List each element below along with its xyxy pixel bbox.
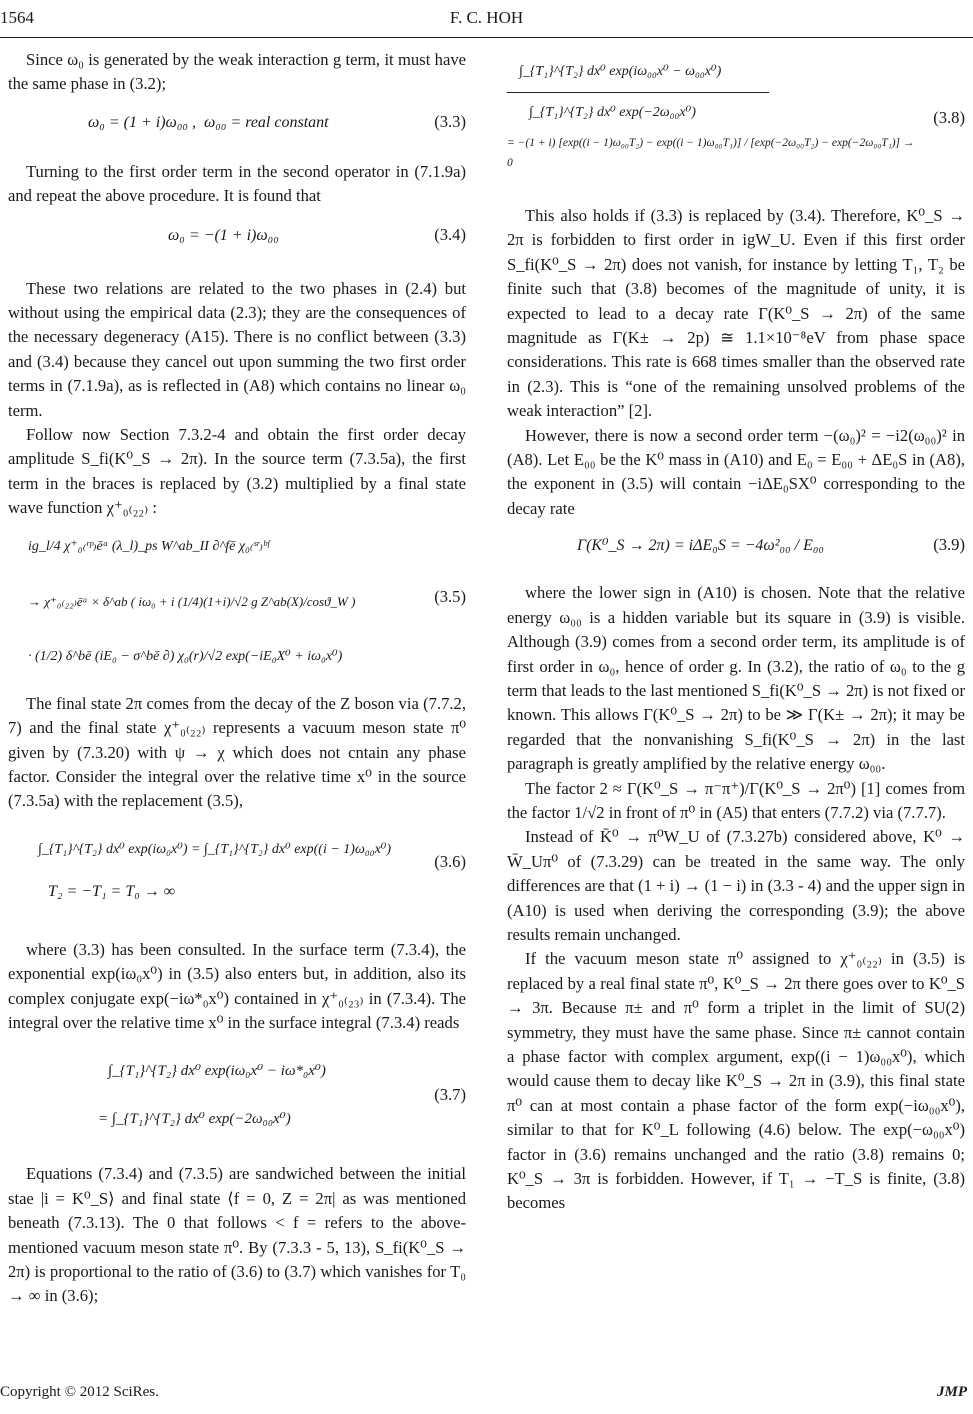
copyright: Copyright © 2012 SciRes.: [0, 1384, 159, 1400]
page-header: [0, 4, 973, 36]
paragraph: The factor 2 ≈ Γ(K⁰_S → π⁻π⁺)/Γ(K⁰_S → 2π⁰) [1] comes from the factor 1/√2 in front of π⁰ in (A5) that enters (7.7.2) via (7.7.7).: [507, 778, 965, 822]
equation-3-4: ω₀ = −(1 + i)ω₀₀ (3.4): [168, 224, 466, 244]
paragraph: This also holds if (3.3) is replaced by (3.4). Therefore, K⁰_S → 2π is forbidden to first order in igW_U. Even if this first order S_fi(K⁰_S → 2π) does not vanish, for instance by letting T₁, T₂ be finite such that (3.8) becomes of the magnitude of unity, it is expected to lead to a decay rate Γ(K⁰_S → 2π) of the same magnitude as Γ(K± → 2p) ≅ 1.1×10⁻⁸eV from phase space considerations. This rate is 668 times smaller than the observed rate in (2.3). This is “one of the remaining unsolved problems of the weak interaction” [2].: [507, 206, 965, 421]
equation-3-3: ω₀ = (1 + i)ω₀₀ , ω₀₀ = real constant (3.3): [88, 111, 466, 131]
equation-3-6: ∫_{T₁}^{T₂} dx⁰ exp(iω₀x⁰) = ∫_{T₁}^{T₂} dx⁰ exp((i − 1)ω₀₀x⁰) T₂ = −T₁ = T₀ → ∞ (3.6): [38, 841, 466, 900]
paragraph: where (3.3) has been consulted. In the surface term (7.3.4), the exponential exp(iω₀x⁰) in (3.5) also enters but, in addition, also its complex conjugate exp(−iω*₀x⁰) contained in χ⁺₀₍₂₃₎ in (7.3.4). The integral over the relative time x⁰ in the surface integral (7.3.4) reads: [8, 939, 466, 1032]
header-rule: [0, 37, 973, 38]
equation-3-5: ig_l/4 χ⁺₀₍ʳᵖ₎ēᵃ (λ_l)_ps W^ab_II ∂^fē χ₀₍ˢʳ₎ᵇᶠ → χ⁺₀₍₂₂₎ēᵃ × δ^ab ( iω₀ + i (1/4)(1+i)/√2 g Z^ab(X)/cosϑ_W ) · (1/2) δ^bē (iE₀ − σ^bē ∂) χ₀(r)/√2 exp(−iE₀X⁰ + iω₀x⁰) (3.5): [28, 538, 466, 664]
paragraph: Instead of K̄⁰ → π⁰W_U of (7.3.27b) considered above, K⁰ → W̄_Uπ⁰ of (7.3.29) can be treated in the same way. The only differences are that (1 + i) → (1 − i) in (3.3 - 4) and the upper sign in (A10) is used when deriving the corresponding (3.9); the above results remain unchanged.: [507, 827, 965, 944]
equation-3-7: ∫_{T₁}^{T₂} dx⁰ exp(iω₀x⁰ − iω*₀x⁰) = ∫_{T₁}^{T₂} dx⁰ exp(−2ω₀₀x⁰) (3.7): [98, 1063, 466, 1128]
paragraph: The final state 2π comes from the decay of the Z boson via (7.7.2, 7) and the final state χ⁺₀₍₂₂₎ represents a vacuum meson state π⁰ given by (7.3.20) with ψ → χ which does not cntain any phase factor. Consider the integral over the relative time x⁰ in the source (7.3.5a) with the replacement (3.5),: [8, 693, 466, 811]
paragraph: where the lower sign in (A10) is chosen. Note that the relative energy ω₀₀ is a hidden variable but its square in (3.9) is visible. Although (3.9) comes from a second order term, its amplitude is of first order in ω₀, hence of order g. In (3.2), the ratio of ω₀ to the g term that leads to the last mentioned S_fi(K⁰_S → 2π) is not fixed or known. This allows Γ(K⁰_S → 2π) to be ≫ Γ(K± → 2π); it may be regarded that the nonvanishing S_fi(K⁰_S → 2π) in the last paragraph is greatly amplified by the relative energy ω₀₀.: [507, 583, 965, 774]
left-column: [8, 48, 466, 1309]
equation-3-9: Γ(K⁰_S → 2π) = iΔE₀S = −4ω²₀₀ / E₀₀ (3.9): [577, 535, 965, 555]
paragraph: However, there is now a second order term −(ω₀)² = −i2(ω₀₀)² in (A8). Let E₀₀ be the K⁰ mass in (A10) and E₀ = E₀₀ + ΔE₀S in (A8), the exponent in (3.5) will contain −iΔE₀SX⁰ corresponding to the decay rate: [507, 425, 965, 518]
journal-abbrev: JMP: [937, 1384, 967, 1400]
page-number: 1564: [0, 8, 34, 27]
paragraph: Equations (7.3.4) and (7.3.5) are sandwiched between the initial stae |i = K⁰_S⟩ and final state ⟨f = 0, Z = 2π| as was mentioned beneath (7.3.13). The 0 that follows < f = refers to the above-mentioned vacuum meson state π⁰. By (7.3.3 - 5, 13), S_fi(K⁰_S → 2π) is proportional to the ratio of (3.6) to (3.7) which vanishes for T₀ → ∞ in (3.6);: [8, 1164, 466, 1306]
paragraph: Since ω₀ is generated by the weak interaction g term, it must have the same phase in (3.2);: [8, 50, 466, 94]
paragraph: If the vacuum meson state π⁰ assigned to χ⁺₀₍₂₂₎ in (3.5) is replaced by a real final state π⁰, K⁰_S → 2π there goes over to K⁰_S → 3π. Because π± and π⁰ form a triplet in the limit of SU(2) symmetry, they must have the same phase. Since π± cannot contain a phase factor with complex argument, exp((i − 1)ω₀₀x⁰), which would cause them to decay like K⁰_S → 2π in (3.9), this final state π⁰ can at most contain a phase factor of the form exp(−iω₀₀x⁰), similar to that for K⁰_L following (4.6) below. The exp(−ω₀₀x⁰) factor in (3.6) remains unchanged and the ratio (3.8) remains 0; K⁰_S → 3π is forbidden. However, if T₁ → −T_S is finite, (3.8) becomes: [507, 949, 965, 1213]
equation-3-8: ∫_{T₁}^{T₂} dx⁰ exp(iω₀₀x⁰ − ω₀₀x⁰) ∫_{T₁}^{T₂} dx⁰ exp(−2ω₀₀x⁰) = −(1 + i) [exp((i − 1)ω₀₀T₂) − exp((i − 1)ω₀₀T₁)] / [exp(−2ω₀₀T₂) − exp(−2ω₀₀T₁)] → 0 (3.8): [507, 64, 965, 169]
paragraph: These two relations are related to the two phases in (2.4) but without using the empirical data (2.3); they are the consequences of the necessary degeneracy (A15). There is no conflict between (3.3) and (3.4) because they cancel out upon summing the two first order terms in (7.1.9a), as is reflected in (A8) which contains no linear ω₀ term.: [8, 278, 466, 420]
right-column: [507, 48, 965, 1216]
paragraph: Follow now Section 7.3.2-4 and obtain the first order decay amplitude S_fi(K⁰_S → 2π). In the source term (7.3.5a), the first term in the braces is replaced by (3.2) multiplied by a final state wave function χ⁺₀₍₂₂₎ :: [8, 425, 466, 518]
paragraph: Turning to the first order term in the second operator in (7.1.9a) and repeat the above procedure. It is found that: [8, 161, 466, 206]
running-author: F. C. HOH: [449, 8, 524, 27]
